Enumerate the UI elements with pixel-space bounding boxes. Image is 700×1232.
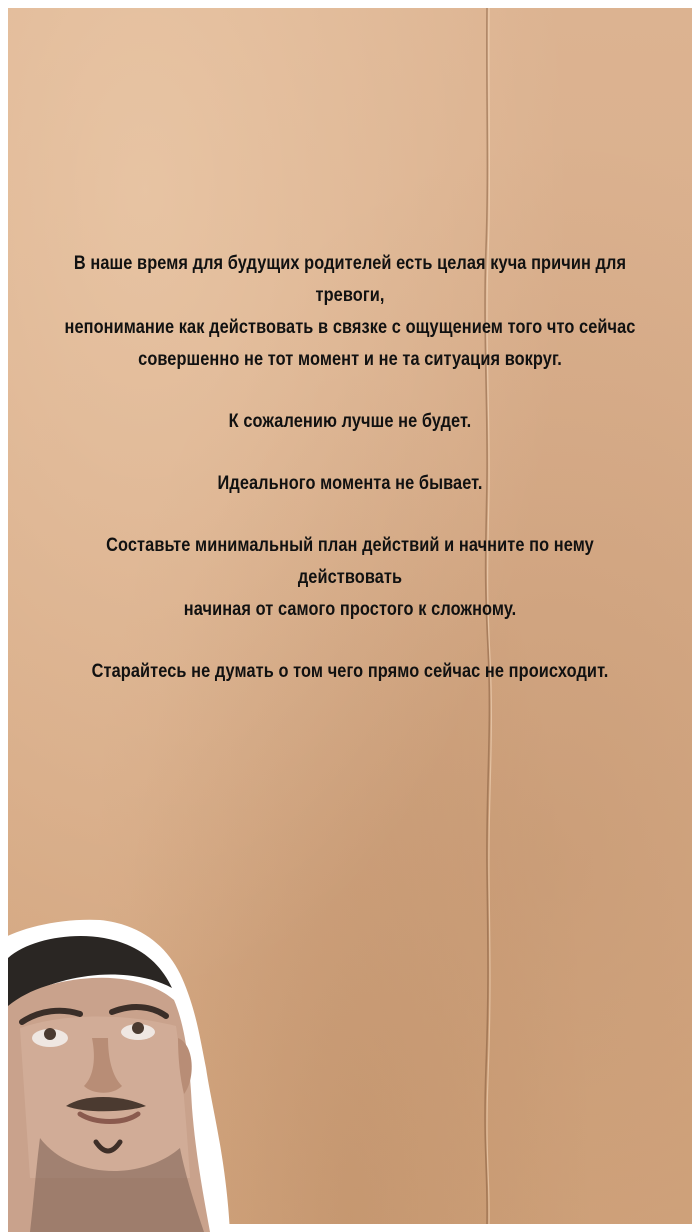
message-text [56,248,644,718]
paragraph-make-plan: Составьте минимальный план действий и начните по нему действовать начиная от самого простого к сложному. [106,535,594,620]
person-looking-up-photo [0,918,230,1232]
paragraph-not-better: К сожалению лучше не будет. [228,411,472,432]
paragraph-dont-think: Старайтесь не думать о том чего прямо сейчас не происходит. [91,661,609,682]
paragraph-no-perfect-moment: Идеального момента не бывает. [217,473,483,494]
paragraph-anxiety: В наше время для будущих родителей есть целая куча причин для тревоги, непонимание как действовать в связке с ощущением того что сейчас совершенно не тот момент и не та ситуация вокруг. [64,253,636,370]
